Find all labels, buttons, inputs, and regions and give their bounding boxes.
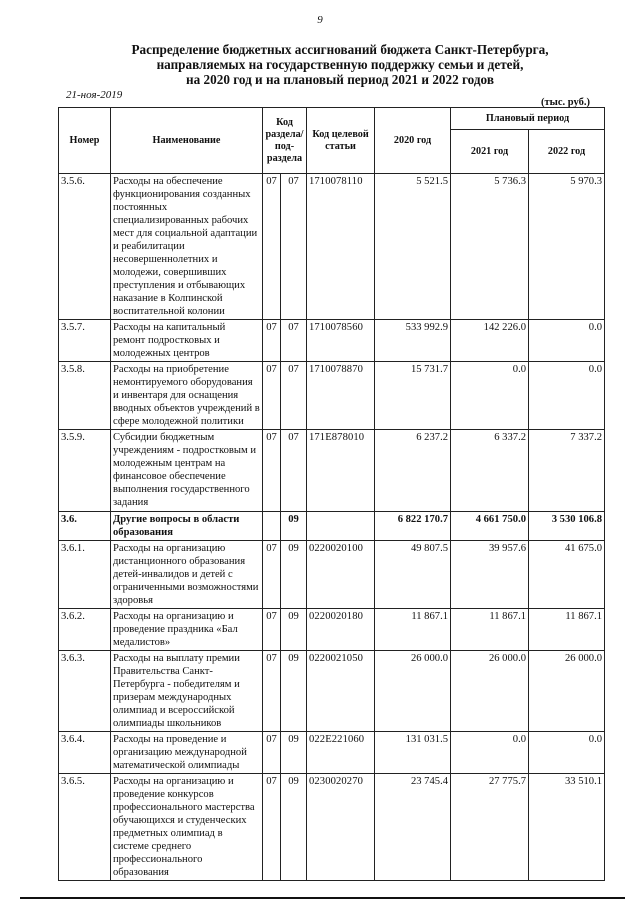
row-number: 3.5.8.: [59, 362, 111, 430]
row-podrazdel: 07: [281, 362, 307, 430]
row-article-code: 022Е221060: [307, 732, 375, 774]
row-number: 3.6.2.: [59, 609, 111, 651]
row-value-2021: 5 736.3: [451, 174, 529, 320]
row-number: 3.6.4.: [59, 732, 111, 774]
row-name: Расходы на организацию и проведение праздника «Бал медалистов»: [111, 609, 263, 651]
row-value-2020: 131 031.5: [375, 732, 451, 774]
row-number: 3.5.9.: [59, 430, 111, 512]
table-row: [59, 609, 605, 651]
row-podrazdel: 07: [281, 320, 307, 362]
row-podrazdel: 07: [281, 174, 307, 320]
row-value-2021: 11 867.1: [451, 609, 529, 651]
row-name: Расходы на приобретение немонтируемого оборудования и инвентаря для оснащения вводных объектов учреждений в сфере молодежной политики: [111, 362, 263, 430]
row-value-2021: 6 337.2: [451, 430, 529, 512]
row-razdel: 07: [263, 320, 281, 362]
row-article-code: 0220021050: [307, 651, 375, 732]
row-razdel: 07: [263, 541, 281, 609]
row-value-2021: 142 226.0: [451, 320, 529, 362]
row-value-2020: 5 521.5: [375, 174, 451, 320]
row-podrazdel: 09: [281, 541, 307, 609]
row-name: Расходы на капитальный ремонт подростковых и молодежных центров: [111, 320, 263, 362]
row-value-2020: 11 867.1: [375, 609, 451, 651]
row-article-code: 0230020270: [307, 774, 375, 881]
row-value-2020: 49 807.5: [375, 541, 451, 609]
table-row: [59, 732, 605, 774]
row-number: 3.6.5.: [59, 774, 111, 881]
row-value-2022: 26 000.0: [529, 651, 605, 732]
row-value-2022: 5 970.3: [529, 174, 605, 320]
header-2020: 2020 год: [375, 108, 451, 174]
table-row: [59, 320, 605, 362]
row-value-2021: 0.0: [451, 732, 529, 774]
row-name: Субсидии бюджетным учреждениям - подростковым и молодежным центрам на финансовое обеспечение выполнения государственного задания: [111, 430, 263, 512]
row-number: 3.6.: [59, 512, 111, 541]
row-podrazdel: 09: [281, 512, 307, 541]
row-value-2020: 23 745.4: [375, 774, 451, 881]
title-line: Распределение бюджетных ассигнований бюджета Санкт-Петербурга,: [131, 42, 549, 57]
row-name: Расходы на организацию и проведение конкурсов профессионального мастерства обучающихся и студенческих предметных олимпиад в системе среднего профессионального образования: [111, 774, 263, 881]
table-row: [59, 362, 605, 430]
row-value-2021: 4 661 750.0: [451, 512, 529, 541]
row-value-2022: 0.0: [529, 362, 605, 430]
row-article-code: 171Е878010: [307, 430, 375, 512]
header-article-code: Код целевой статьи: [307, 108, 375, 174]
row-razdel: 07: [263, 732, 281, 774]
row-value-2022: 11 867.1: [529, 609, 605, 651]
table-row: [59, 174, 605, 320]
row-value-2022: 41 675.0: [529, 541, 605, 609]
row-number: 3.6.1.: [59, 541, 111, 609]
row-number: 3.5.7.: [59, 320, 111, 362]
row-value-2022: 3 530 106.8: [529, 512, 605, 541]
row-number: 3.6.3.: [59, 651, 111, 732]
row-razdel: 07: [263, 362, 281, 430]
table-row: [59, 774, 605, 881]
row-value-2021: 26 000.0: [451, 651, 529, 732]
row-article-code: [307, 512, 375, 541]
row-razdel: [263, 512, 281, 541]
document-date: 21-ноя-2019: [66, 89, 123, 101]
bottom-rule: [20, 897, 625, 899]
row-podrazdel: 09: [281, 609, 307, 651]
header-planned-period: Плановый период: [451, 108, 605, 130]
row-podrazdel: 09: [281, 732, 307, 774]
row-podrazdel: 09: [281, 774, 307, 881]
row-razdel: 07: [263, 174, 281, 320]
page-number: 9: [317, 14, 323, 26]
row-value-2021: 0.0: [451, 362, 529, 430]
row-article-code: 1710078110: [307, 174, 375, 320]
table-row: [59, 512, 605, 541]
row-razdel: 07: [263, 430, 281, 512]
table-row: [59, 430, 605, 512]
row-name: Расходы на проведение и организацию международной математической олимпиады: [111, 732, 263, 774]
row-value-2021: 27 775.7: [451, 774, 529, 881]
row-name: Расходы на организацию дистанционного образования детей-инвалидов и детей с ограниченными возможностями здоровья: [111, 541, 263, 609]
row-value-2022: 0.0: [529, 320, 605, 362]
row-value-2020: 6 822 170.7: [375, 512, 451, 541]
row-article-code: 1710078870: [307, 362, 375, 430]
header-2021: 2021 год: [451, 130, 529, 174]
header-section-code: Код раздела/ под- раздела: [263, 108, 307, 174]
title-line: направляемых на государственную поддержку семьи и детей,: [156, 57, 524, 72]
row-value-2020: 26 000.0: [375, 651, 451, 732]
row-number: 3.5.6.: [59, 174, 111, 320]
title-line: на 2020 год и на плановый период 2021 и 2022 годов: [186, 72, 494, 87]
row-name: Другие вопросы в области образования: [111, 512, 263, 541]
row-value-2020: 533 992.9: [375, 320, 451, 362]
units-label: (тыс. руб.): [541, 97, 590, 108]
header-name: Наименование: [111, 108, 263, 174]
row-value-2022: 0.0: [529, 732, 605, 774]
row-name: Расходы на обеспечение функционирования созданных постоянных специализированных рабочих мест для социальной адаптации и реабилитации несовершеннолетних и молодежи, совершивших преступления и отбывающих наказание в Колпинской воспитательной колонии: [111, 174, 263, 320]
row-value-2020: 15 731.7: [375, 362, 451, 430]
row-value-2022: 7 337.2: [529, 430, 605, 512]
document-title: [40, 42, 640, 87]
row-razdel: 07: [263, 651, 281, 732]
row-article-code: 1710078560: [307, 320, 375, 362]
row-article-code: 0220020100: [307, 541, 375, 609]
row-razdel: 07: [263, 774, 281, 881]
row-value-2022: 33 510.1: [529, 774, 605, 881]
row-razdel: 07: [263, 609, 281, 651]
row-name: Расходы на выплату премии Правительства Санкт-Петербурга - победителям и призерам международных олимпиад и всероссийской олимпиады школьников: [111, 651, 263, 732]
row-value-2020: 6 237.2: [375, 430, 451, 512]
row-podrazdel: 09: [281, 651, 307, 732]
row-value-2021: 39 957.6: [451, 541, 529, 609]
table-row: [59, 541, 605, 609]
header-number: Номер: [59, 108, 111, 174]
row-article-code: 0220020180: [307, 609, 375, 651]
budget-table: [58, 107, 605, 881]
table-row: [59, 651, 605, 732]
row-podrazdel: 07: [281, 430, 307, 512]
header-2022: 2022 год: [529, 130, 605, 174]
